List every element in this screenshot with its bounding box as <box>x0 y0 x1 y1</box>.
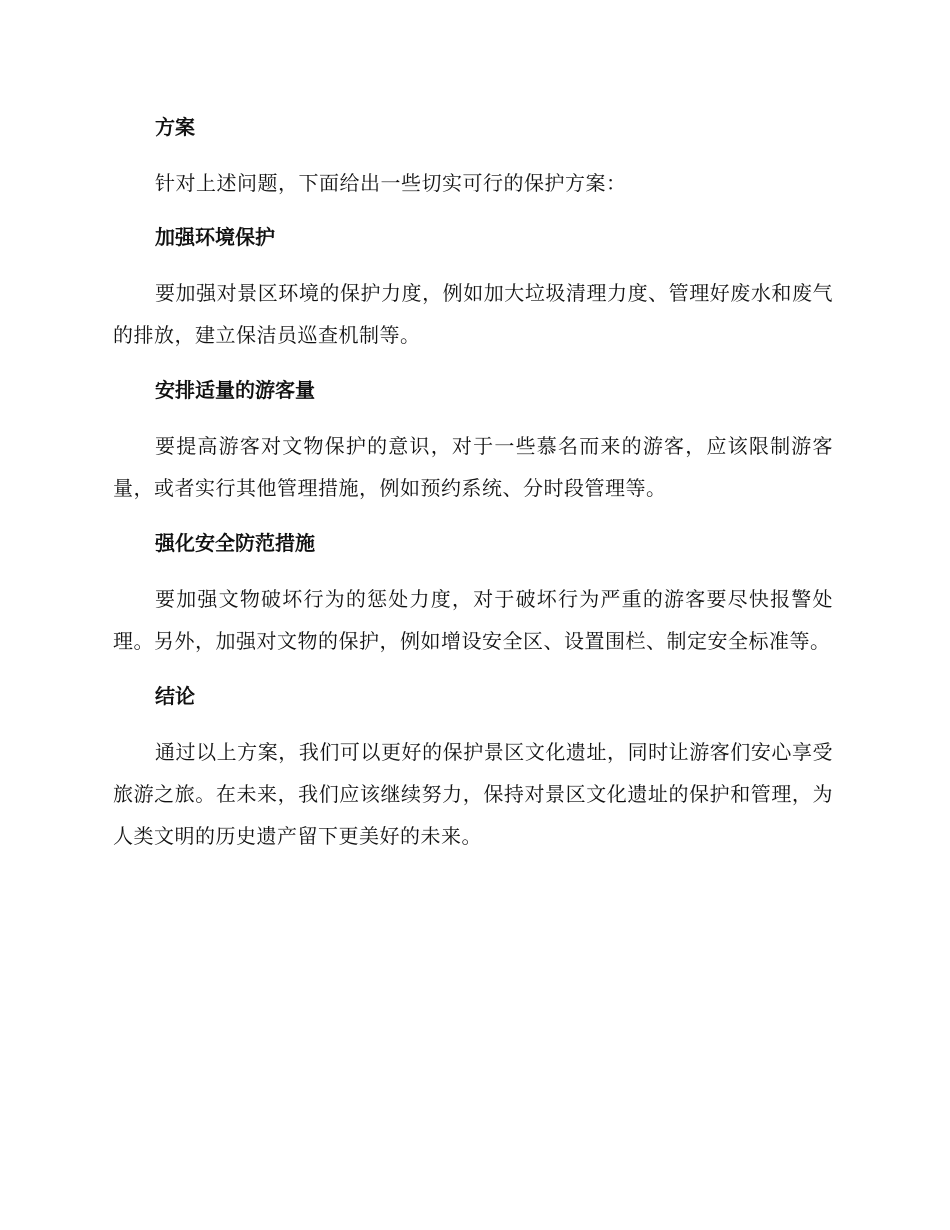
section-paragraph-conclusion: 通过以上方案，我们可以更好的保护景区文化遗址，同时让游客们安心享受旅游之旅。在未来，我们应该继续努力，保持对景区文化遗址的保护和管理，为人类文明的历史遗产留下更美好的未来。 <box>113 740 833 848</box>
section-heading-visitor-volume: 安排适量的游客量 <box>155 378 315 402</box>
document-body <box>113 106 833 870</box>
section-paragraph-plan: 针对上述问题，下面给出一些切实可行的保护方案： <box>155 171 627 195</box>
section-paragraph-environment: 要加强对景区环境的保护力度，例如加大垃圾清理力度、管理好废水和废气的排放，建立保洁员巡查机制等。 <box>113 281 833 347</box>
section-paragraph-visitor-volume: 要提高游客对文物保护的意识，对于一些慕名而来的游客，应该限制游客量，或者实行其他管理措施，例如预约系统、分时段管理等。 <box>113 434 833 500</box>
section-heading-plan: 方案 <box>155 115 195 139</box>
section-heading-environment: 加强环境保护 <box>155 225 275 249</box>
section-heading-security: 强化安全防范措施 <box>155 531 315 555</box>
section-paragraph-security: 要加强文物破坏行为的惩处力度，对于破坏行为严重的游客要尽快报警处理。另外，加强对文物的保护，例如增设安全区、设置围栏、制定安全标准等。 <box>113 587 833 653</box>
section-heading-conclusion: 结论 <box>155 684 195 708</box>
